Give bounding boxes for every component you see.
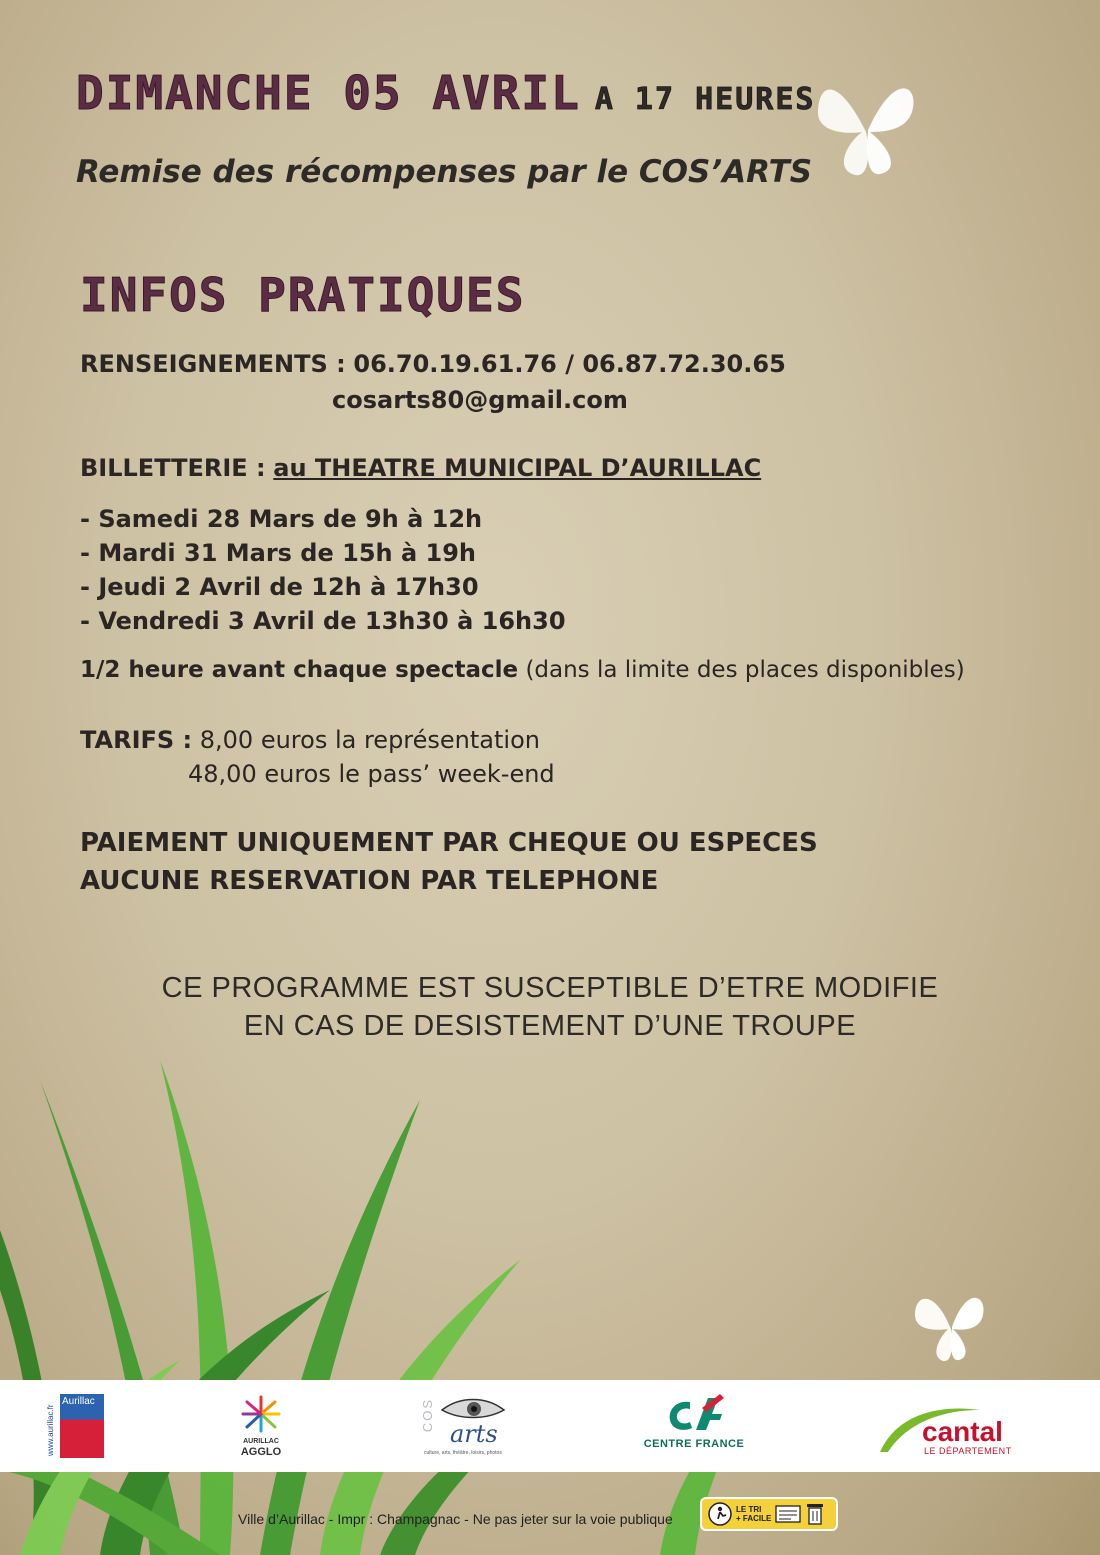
aurillac-agglo-logo: [236, 1394, 286, 1458]
tarif-representation: 8,00 euros la représentation: [199, 726, 540, 754]
aurillac-url: www.aurillac.fr: [46, 1404, 55, 1456]
aurillac-name: Aurillac: [62, 1396, 95, 1407]
schedule-item: - Jeudi 2 Avril de 12h à 17h30: [80, 573, 479, 601]
credit-agricole-icon: [662, 1394, 726, 1434]
half-hour-note: (dans la limite des places disponibles): [525, 657, 965, 683]
cos-arts-logo: [420, 1394, 512, 1458]
email-address: cosarts80@gmail.com: [332, 386, 628, 414]
arts-label: arts: [450, 1420, 498, 1448]
credit-agricole-logo: [636, 1394, 752, 1458]
cos-label: COS: [420, 1398, 435, 1433]
eye-icon: [440, 1396, 506, 1422]
cantal-name: cantal: [922, 1416, 1003, 1447]
credit-agricole-name: CENTRE FRANCE: [643, 1438, 745, 1450]
newspaper-icon: [775, 1504, 801, 1524]
renseignements-label: RENSEIGNEMENTS :: [80, 350, 346, 378]
schedule-item: - Mardi 31 Mars de 15h à 19h: [80, 539, 476, 567]
aurillac-logo: [46, 1394, 108, 1458]
program-notice-line-1: CE PROGRAMME EST SUSCEPTIBLE D’ETRE MODIFIE: [161, 972, 939, 1004]
tarif-pass: 48,00 euros le pass’ week-end: [188, 760, 555, 788]
event-date-heading: [76, 66, 816, 120]
tarifs-label: TARIFS :: [80, 726, 193, 754]
phone-numbers: 06.70.19.61.76 / 06.87.72.30.65: [353, 350, 786, 378]
tri-facile-badge: [700, 1497, 838, 1531]
payment-notice: PAIEMENT UNIQUEMENT PAR CHEQUE OU ESPECES: [80, 828, 818, 858]
schedule-item: - Samedi 28 Mars de 9h à 12h: [80, 505, 483, 533]
cantal-subtitle: LE DÉPARTEMENT: [924, 1446, 1012, 1456]
reservation-notice: AUCUNE RESERVATION PAR TELEPHONE: [80, 866, 659, 896]
event-time: A 17 HEURES: [594, 82, 816, 117]
agglo-label: AGGLO: [240, 1446, 282, 1458]
arts-tagline: culture, arts, théâtre, loisirs, photos: [424, 1450, 502, 1456]
agglo-star-icon: [239, 1394, 283, 1434]
half-hour-bold: 1/2 heure avant chaque spectacle: [80, 657, 519, 683]
cantal-logo: [876, 1394, 1016, 1458]
renseignements-line: [80, 350, 786, 378]
butterfly-icon: [800, 70, 930, 190]
billetterie-line: [80, 454, 761, 482]
program-notice-line-2: EN CAS DE DESISTEMENT D’UNE TROUPE: [243, 1010, 857, 1042]
billetterie-label: BILLETTERIE :: [80, 454, 266, 482]
footer-legal-text: Ville d’Aurillac - Impr : Champagnac - Ne pas jeter sur la voie publique: [238, 1511, 673, 1527]
half-hour-line: [80, 657, 965, 683]
billetterie-place: au THEATRE MUNICIPAL D’AURILLAC: [273, 454, 762, 482]
tarifs-line: [80, 726, 540, 754]
schedule-item: - Vendredi 3 Avril de 13h30 à 16h30: [80, 607, 566, 635]
agglo-label-top: AURILLAC: [243, 1438, 279, 1445]
trash-bin-icon: [805, 1502, 825, 1526]
infos-title: INFOS PRATIQUES: [80, 268, 526, 322]
butterfly-icon: [905, 1285, 995, 1370]
recycling-person-icon: [708, 1502, 732, 1526]
sponsor-logos-bar: [0, 1380, 1100, 1472]
event-subtitle: Remise des récompenses par le COS’ARTS: [76, 154, 813, 190]
tri-label: LE TRI + FACILE: [736, 1505, 772, 1523]
event-date: DIMANCHE 05 AVRIL: [76, 66, 581, 120]
